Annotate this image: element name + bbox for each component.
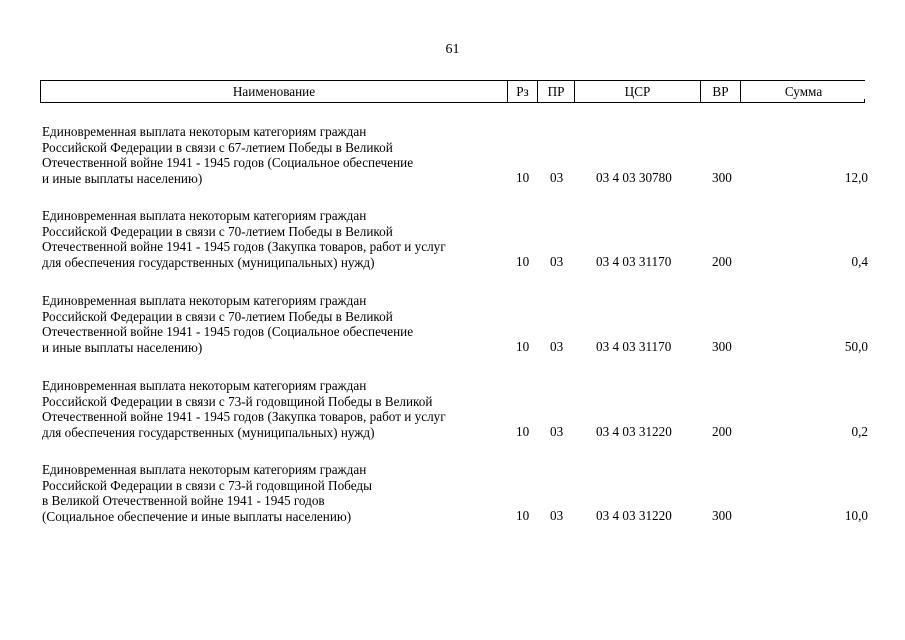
row-pr: 03 xyxy=(550,170,564,185)
row-name-line: Российской Федерации в связи с 73-й годовщиной Победы в Великой xyxy=(42,393,433,409)
page-number: 61 xyxy=(445,42,460,57)
row-name-line: для обеспечения государственных (муниципальных) нужд) xyxy=(42,254,375,270)
row-csr: 03 4 03 31220 xyxy=(596,424,672,439)
row-pr: 03 xyxy=(550,254,564,269)
row-pr: 03 xyxy=(550,424,564,439)
table-row xyxy=(40,124,870,186)
row-vr: 300 xyxy=(712,170,732,185)
header-name: Наименование xyxy=(41,81,508,102)
header-sum: Сумма xyxy=(784,84,823,99)
row-name-line: (Социальное обеспечение и иные выплаты населению) xyxy=(42,508,352,524)
row-pr: 03 xyxy=(550,339,564,354)
row-vr: 300 xyxy=(712,339,732,354)
table-row xyxy=(40,208,870,270)
table-row xyxy=(40,462,870,524)
row-rz: 10 xyxy=(516,170,530,185)
table-row xyxy=(40,293,870,355)
row-name-line: Единовременная выплата некоторым категориям граждан xyxy=(42,124,367,139)
header-csr: ЦСР xyxy=(575,81,701,102)
row-csr: 03 4 03 31170 xyxy=(596,254,672,269)
row-rz: 10 xyxy=(516,508,530,523)
row-name-line: Российской Федерации в связи с 67-летием Победы в Великой xyxy=(42,139,393,155)
row-name-line: Единовременная выплата некоторым категориям граждан xyxy=(42,462,367,477)
row-name-line: в Великой Отечественной войне 1941 - 1945 годов xyxy=(42,493,325,508)
table-header xyxy=(40,80,865,103)
row-name-line: Отечественной войне 1941 - 1945 годов (Социальное обеспечение xyxy=(42,155,414,170)
row-name-line: и иные выплаты населению) xyxy=(42,170,203,186)
row-name-line: Отечественной войне 1941 - 1945 годов (Закупка товаров, работ и услуг xyxy=(42,239,446,254)
row-name xyxy=(42,378,512,440)
header-pr: ПР xyxy=(538,81,575,102)
row-name xyxy=(42,462,512,524)
row-csr: 03 4 03 30780 xyxy=(596,170,672,185)
row-rz: 10 xyxy=(516,339,530,354)
row-csr: 03 4 03 31170 xyxy=(596,339,672,354)
row-sum: 12,0 xyxy=(844,170,868,185)
row-sum: 10,0 xyxy=(844,508,868,523)
row-vr: 200 xyxy=(712,424,732,439)
row-name-line: для обеспечения государственных (муниципальных) нужд) xyxy=(42,424,375,440)
row-rz: 10 xyxy=(516,254,530,269)
table-row xyxy=(40,378,870,440)
row-sum: 0,2 xyxy=(851,424,868,439)
header-tick-mark xyxy=(864,99,865,103)
row-name xyxy=(42,124,512,186)
row-vr: 300 xyxy=(712,508,732,523)
row-name-line: Российской Федерации в связи с 70-летием Победы в Великой xyxy=(42,223,393,239)
row-sum: 0,4 xyxy=(851,254,868,269)
row-sum: 50,0 xyxy=(844,339,868,354)
row-name-line: Единовременная выплата некоторым категориям граждан xyxy=(42,208,367,223)
header-vr: ВР xyxy=(701,81,741,102)
row-name-line: Российской Федерации в связи с 70-летием Победы в Великой xyxy=(42,308,393,324)
row-name-line: Единовременная выплата некоторым категориям граждан xyxy=(42,378,367,393)
row-name xyxy=(42,293,512,355)
row-pr: 03 xyxy=(550,508,564,523)
row-name-line: Отечественной войне 1941 - 1945 годов (Социальное обеспечение xyxy=(42,324,414,339)
row-name-line: Единовременная выплата некоторым категориям граждан xyxy=(42,293,367,308)
row-name-line: Российской Федерации в связи с 73-й годовщиной Победы xyxy=(42,477,372,493)
row-name-line: и иные выплаты населению) xyxy=(42,339,203,355)
row-name xyxy=(42,208,512,270)
row-vr: 200 xyxy=(712,254,732,269)
row-rz: 10 xyxy=(516,424,530,439)
row-csr: 03 4 03 31220 xyxy=(596,508,672,523)
row-name-line: Отечественной войне 1941 - 1945 годов (Закупка товаров, работ и услуг xyxy=(42,409,446,424)
header-rz: Рз xyxy=(508,81,538,102)
